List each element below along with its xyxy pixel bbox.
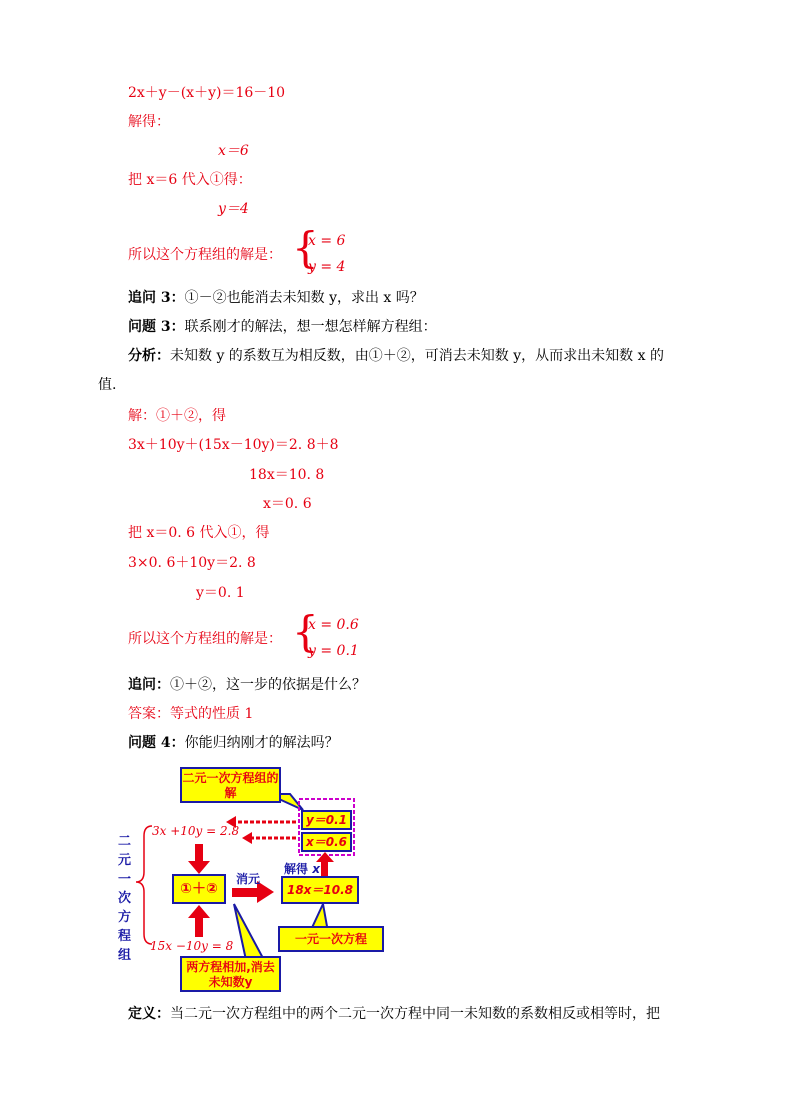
line-y-equals-4: y＝4 — [218, 201, 249, 217]
line-equation-1: 2x＋y－(x＋y)＝16－10 — [128, 85, 286, 101]
line-solution-label-1: 所以这个方程组的解是： — [128, 247, 282, 263]
solution-system-1: { x = 6 y = 4 — [292, 223, 346, 275]
line-followup: 追问：①＋②，这一步的依据是什么？ — [128, 677, 366, 693]
line-substitute-2: 把 x＝0. 6 代入①，得 — [128, 525, 270, 541]
line-followup-3: 追问 3：①－②也能消去未知数 y，求出 x 吗？ — [128, 290, 424, 306]
line-x-equals-06: x＝0. 6 — [263, 496, 312, 512]
callout-solution: 二元一次方程组的解 — [180, 767, 281, 803]
x-solution-box: x＝0.6 — [301, 832, 352, 852]
equation-2: 15x −10y = 8 — [150, 939, 234, 953]
line-jiede-1: 解得： — [128, 114, 170, 130]
linear-equation-box: 18x＝10.8 — [281, 876, 359, 904]
equation-1: 3x +10y = 2.8 — [152, 824, 240, 838]
callout-pointer-add — [234, 904, 264, 960]
line-x-equals-6: x＝6 — [218, 143, 249, 159]
line-analysis: 分析：未知数 y 的系数互为相反数，由①＋②，可消去未知数 y，从而求出未知数 x 的 — [128, 348, 664, 364]
line-definition: 定义：当二元一次方程组中的两个二元一次方程中同一未知数的系数相反或相等时，把 — [128, 1006, 660, 1022]
vertical-label: 二元一次方程组 — [118, 834, 132, 963]
line-3x06: 3×0. 6＋10y＝2. 8 — [128, 555, 256, 571]
callout-add: 两方程相加,消去未知数y — [180, 956, 281, 992]
solve-label: 解得 x — [284, 862, 320, 876]
operation-box: ①＋② — [172, 874, 226, 904]
line-solution-label-2: 所以这个方程组的解是： — [128, 631, 282, 647]
arrow-solve-shaft — [321, 860, 328, 876]
line-problem-4: 问题 4：你能归纳刚才的解法吗？ — [128, 735, 339, 751]
line-18x: 18x＝10. 8 — [249, 467, 325, 483]
line-y-equals-01: y＝0. 1 — [196, 585, 245, 601]
line-problem-3: 问题 3：联系刚才的解法，想一想怎样解方程组： — [128, 319, 437, 335]
y-solution-box: y＝0.1 — [301, 810, 352, 830]
system-brace — [136, 826, 152, 944]
arrow-up-shaft — [195, 917, 203, 937]
dashed-arrow-head-2 — [242, 832, 252, 844]
arrow-down-shaft — [195, 844, 203, 862]
arrow-right-shaft — [232, 888, 258, 897]
solution-1-y: y = 4 — [308, 259, 346, 275]
eliminate-label: 消元 — [236, 872, 261, 886]
solution-1-x: x = 6 — [308, 233, 346, 249]
line-solve-step: 解：①＋②，得 — [128, 408, 226, 424]
line-substitute-1: 把 x＝6 代入①得： — [128, 172, 252, 188]
line-analysis-cont: 值. — [98, 377, 117, 393]
solution-system-2: { x = 0.6 y = 0.1 — [292, 607, 359, 659]
elimination-diagram — [118, 764, 398, 994]
solution-2-x: x = 0.6 — [308, 617, 359, 633]
line-answer: 答案：等式的性质 1 — [128, 706, 254, 722]
callout-linear: 一元一次方程 — [278, 926, 384, 952]
arrow-down-head — [188, 861, 210, 874]
line-sum-equation: 3x＋10y＋(15x－10y)＝2. 8＋8 — [128, 437, 339, 453]
solution-2-y: y = 0.1 — [308, 643, 359, 659]
arrow-up-head — [188, 905, 210, 918]
